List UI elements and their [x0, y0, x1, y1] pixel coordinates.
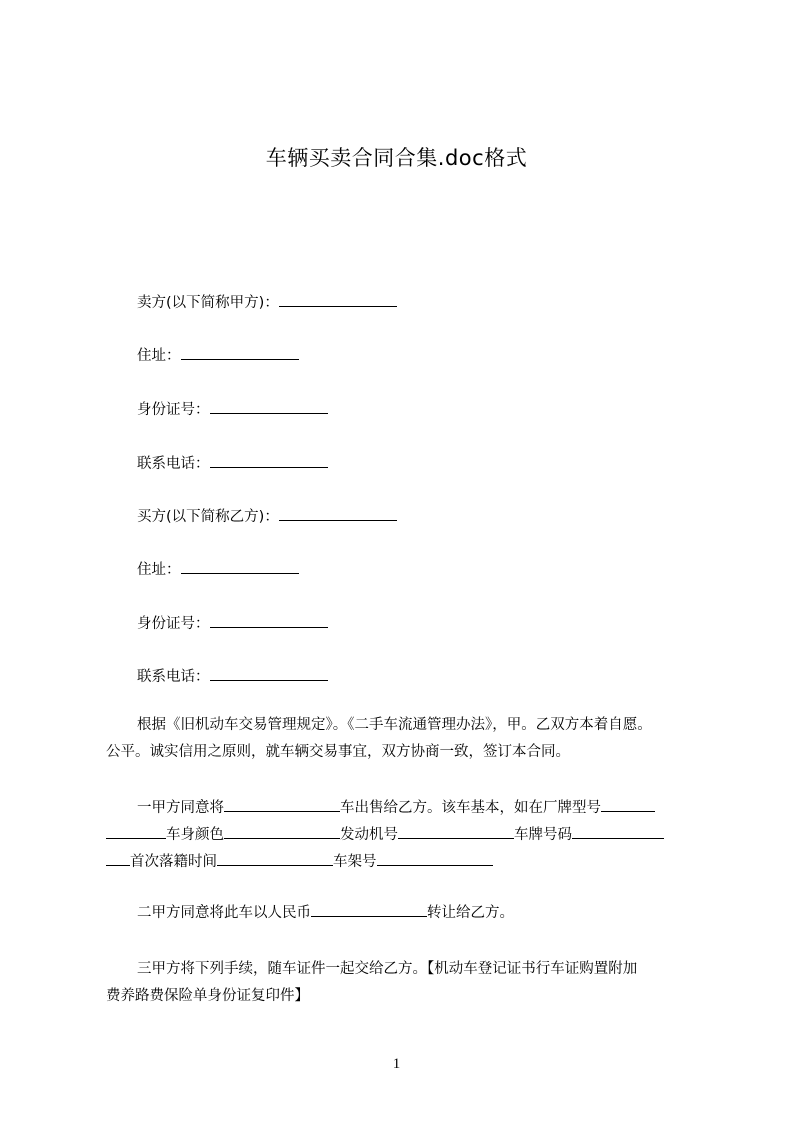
clause-2-paragraph — [106, 900, 702, 927]
clause-3-line-2: 费养路费保险单身份证复印件】 — [106, 988, 309, 1004]
clause-text: 一甲方同意将 — [137, 800, 224, 816]
intro-paragraph — [106, 712, 702, 766]
document-title: 车辆买卖合同合集.doc格式 — [265, 146, 528, 170]
field-label: 住址： — [137, 562, 181, 578]
clause-text: 车架号 — [333, 854, 377, 870]
buyer-phone-field — [137, 665, 328, 687]
clause-text: 二甲方同意将此车以人民币 — [137, 905, 311, 921]
plate-number-blank-cont[interactable] — [106, 850, 130, 866]
brand-model-blank[interactable] — [601, 796, 655, 812]
plate-number-blank[interactable] — [572, 823, 664, 839]
car-owner-blank[interactable] — [224, 796, 340, 812]
clause-2-line — [106, 900, 702, 927]
field-label: 住址： — [137, 348, 181, 364]
clause-text: 首次落籍时间 — [130, 854, 217, 870]
clause-text: 发动机号 — [340, 827, 398, 843]
field-label: 联系电话： — [137, 669, 210, 685]
clause-text: 转让给乙方。 — [427, 905, 514, 921]
seller-id-field — [137, 398, 328, 420]
field-label: 联系电话： — [137, 456, 210, 472]
fill-in-blank[interactable] — [210, 398, 328, 414]
field-label: 身份证号： — [137, 616, 210, 632]
buyer-name-field — [137, 505, 397, 527]
seller-address-field — [137, 344, 299, 366]
fill-in-blank[interactable] — [210, 452, 328, 468]
fill-in-blank[interactable] — [181, 344, 299, 360]
clause-text: 车牌号码 — [514, 827, 572, 843]
clause-text: 车出售给乙方。该车基本，如在厂牌型号 — [340, 800, 601, 816]
clause-3-paragraph — [106, 956, 702, 1010]
frame-number-blank[interactable] — [377, 850, 493, 866]
clause-1-line-2 — [106, 822, 702, 849]
clause-3-line-1: 三甲方将下列手续，随车证件一起交给乙方。【机动车登记证书行车证购置附加 — [137, 961, 638, 977]
intro-line-2: 公平。诚实信用之原则，就车辆交易事宜，双方协商一致，签订本合同。 — [106, 744, 570, 760]
fill-in-blank[interactable] — [181, 558, 299, 574]
page-number: 1 — [392, 1056, 401, 1072]
seller-phone-field — [137, 452, 328, 474]
fill-in-blank[interactable] — [279, 505, 397, 521]
engine-number-blank[interactable] — [398, 823, 514, 839]
clause-1-paragraph — [106, 795, 702, 876]
intro-line-1: 根据《旧机动车交易管理规定》。《二手车流通管理办法》，甲。乙双方本着自愿。 — [137, 717, 652, 733]
color-blank[interactable] — [224, 823, 340, 839]
registration-date-blank[interactable] — [217, 850, 333, 866]
field-label: 买方(以下简称乙方)： — [137, 509, 279, 525]
clause-text: 车身颜色 — [166, 827, 224, 843]
fill-in-blank[interactable] — [210, 612, 328, 628]
seller-name-field — [137, 291, 397, 313]
buyer-id-field — [137, 612, 328, 634]
field-label: 卖方(以下简称甲方)： — [137, 295, 279, 311]
field-label: 身份证号： — [137, 402, 210, 418]
clause-1-line-1 — [106, 795, 702, 822]
clause-1-line-3 — [106, 849, 702, 876]
fill-in-blank[interactable] — [279, 291, 397, 307]
brand-model-blank-cont[interactable] — [106, 823, 166, 839]
fill-in-blank[interactable] — [210, 665, 328, 681]
buyer-address-field — [137, 558, 299, 580]
price-blank[interactable] — [311, 901, 427, 917]
